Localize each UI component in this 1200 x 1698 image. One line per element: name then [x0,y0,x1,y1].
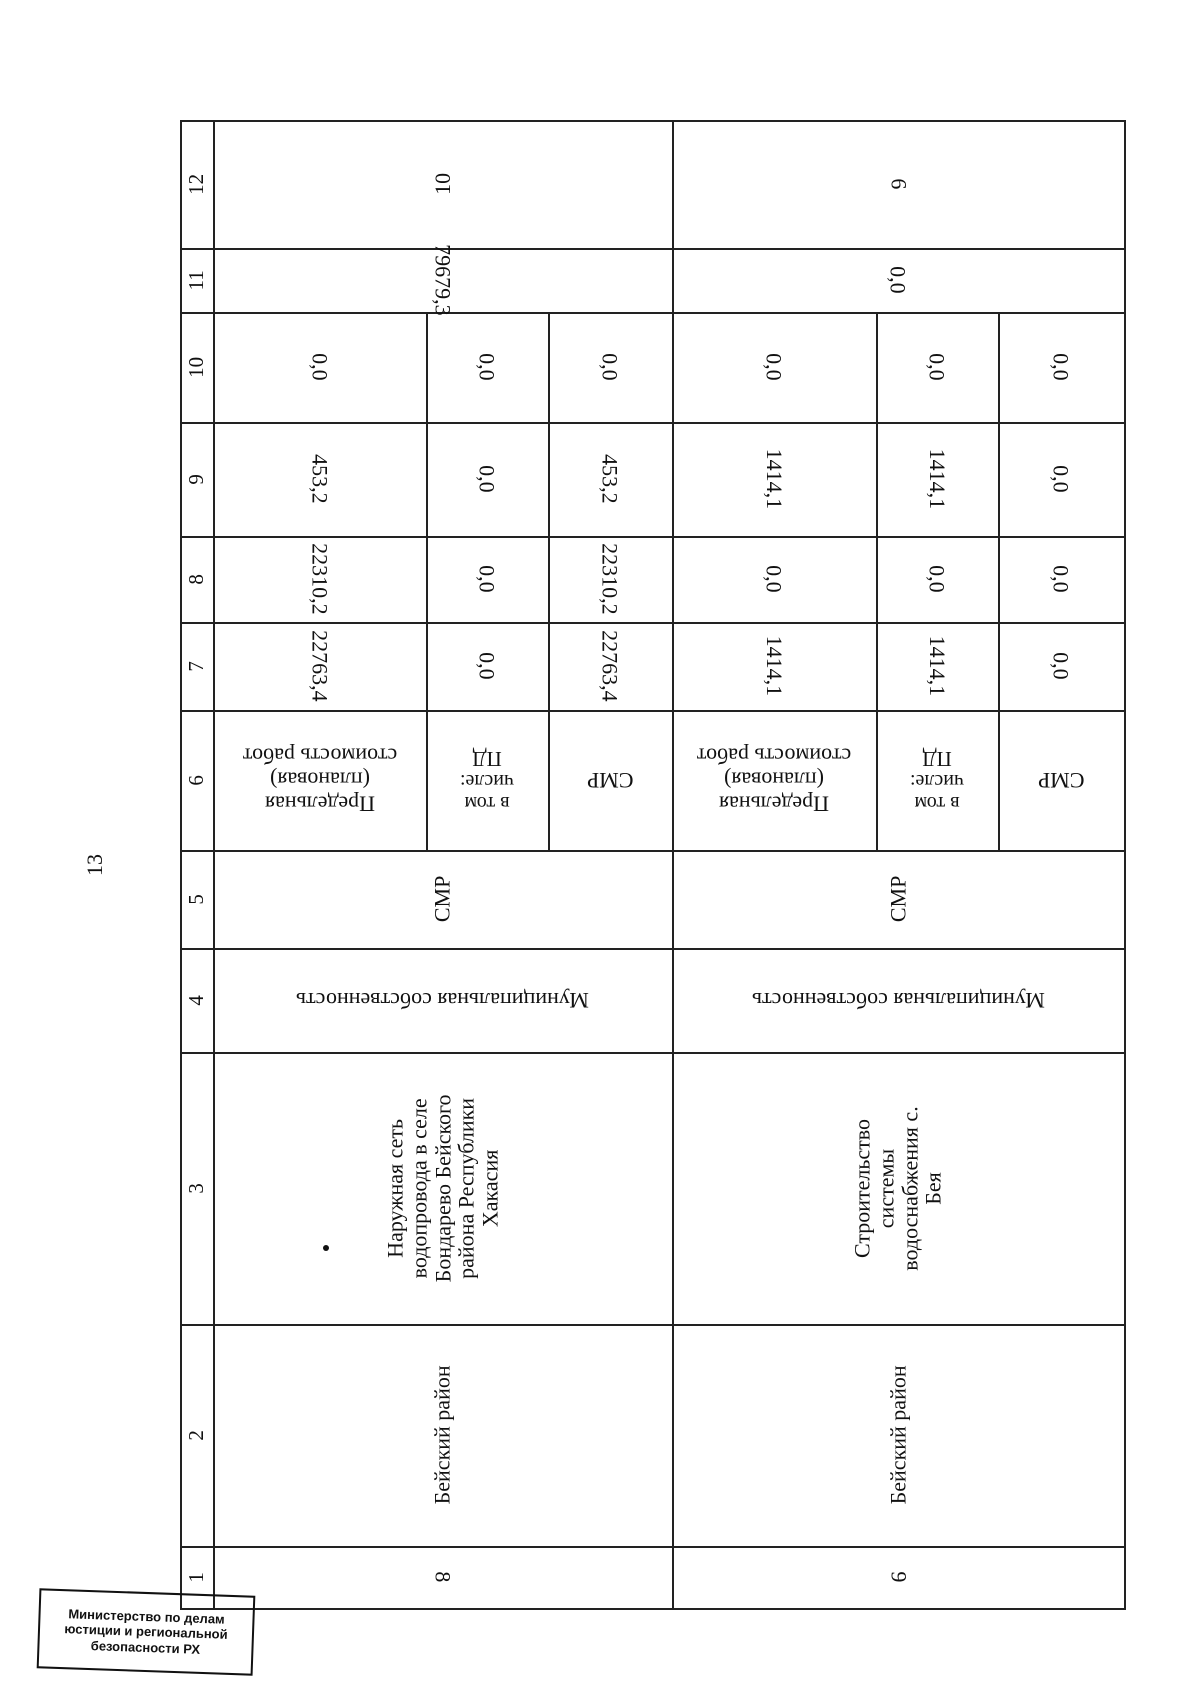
row8-pd-col9: 0,0 [474,465,500,493]
row9-ownership: Муниципальная собственность [751,987,1045,1013]
row8-smr-col10: 0,0 [597,353,623,381]
row9-col12: 6 [885,178,911,190]
row9-pd-col8: 0,0 [924,565,950,593]
row8-pd-col7: 0,0 [474,652,500,680]
row8-smr-label: СМР [586,767,634,793]
ministry-stamp [37,1588,256,1675]
row8-col12: 10 [429,173,455,195]
page-number: 13 [82,854,107,876]
col-header-5: 5 [184,893,209,905]
row9-pd-col7: 1414,1 [924,635,950,697]
row8-cost-label: Предельная (плановая) стоимость работ [242,744,397,817]
row8-pd-col10: 0,0 [474,353,500,381]
pd-text: ПД [472,746,502,771]
row9-total-col8: 0,0 [761,565,787,593]
col-header-12: 12 [184,173,209,195]
row9-smr-label: СМР [1037,767,1085,793]
row9-number: 9 [885,1571,911,1583]
table-border-bottom [180,1608,1126,1610]
row8-smr-col7: 22763,4 [597,630,623,702]
col-header-2: 2 [184,1429,209,1441]
row8-district: Бейский район [429,1365,455,1505]
row9-smr-col9: 0,0 [1048,465,1074,493]
incl-text: в том числе: [909,770,965,814]
row9-col11: 0,0 [885,266,911,294]
row8-smr-col8: 22310,2 [597,543,623,615]
row8-pd-col8: 0,0 [474,565,500,593]
col-header-4: 4 [184,994,209,1006]
row8-total-col8: 22310,2 [307,543,333,615]
row8-number: 8 [430,1571,456,1583]
col-header-7: 7 [184,660,209,672]
row9-total-col10: 0,0 [761,353,787,381]
row8-total-col7: 22763,4 [307,630,333,702]
row9-district: Бейский район [885,1365,911,1505]
row8-ownership: Муниципальная собственность [296,987,589,1013]
row8-smr-col9: 453,2 [597,454,623,504]
col-header-8: 8 [184,573,209,585]
stamp-line-2: юстиции и региональной [64,1621,228,1643]
row8-total-col9: 453,2 [307,454,333,504]
row9-pd-col10: 0,0 [924,353,950,381]
col-header-6: 6 [184,774,209,786]
row9-cost-label: Предельная (плановая) стоимость работ [696,744,852,817]
row8-total-col10: 0,0 [307,353,333,381]
table-border-right [1124,120,1126,1609]
row9-incl-label [876,710,998,850]
col-header-11: 11 [184,269,209,291]
row8-incl-label [426,710,548,850]
row9-work-type: СМР [885,875,911,923]
row8-work-type: СМР [429,875,455,923]
col-header-3: 3 [184,1182,209,1194]
stamp-line-1: Министерство по делам [68,1605,225,1627]
stamp-line-3: безопасности РХ [90,1637,201,1657]
pd-text: ПД [922,746,952,771]
col-header-1: 1 [184,1571,209,1583]
row9-smr-col10: 0,0 [1048,353,1074,381]
incl-text: в том числе: [459,770,515,814]
row9-total-col9: 1414,1 [761,448,787,510]
row9-pd-col9: 1414,1 [924,448,950,510]
col-header-9: 9 [184,473,209,485]
bullet-mark [323,1245,329,1251]
row8-col11: 79679,3 [430,244,456,316]
col-header-10: 10 [184,356,209,378]
row9-smr-col8: 0,0 [1048,565,1074,593]
row9-object: Строительство системы водоснабжения с. Бея [849,1105,946,1271]
row9-smr-col7: 0,0 [1048,652,1074,680]
row9-total-col7: 1414,1 [761,635,787,697]
row8-object: Наружная сеть водопровода в селе Бондарево Бейского района Республики Хакасия [382,1094,503,1282]
